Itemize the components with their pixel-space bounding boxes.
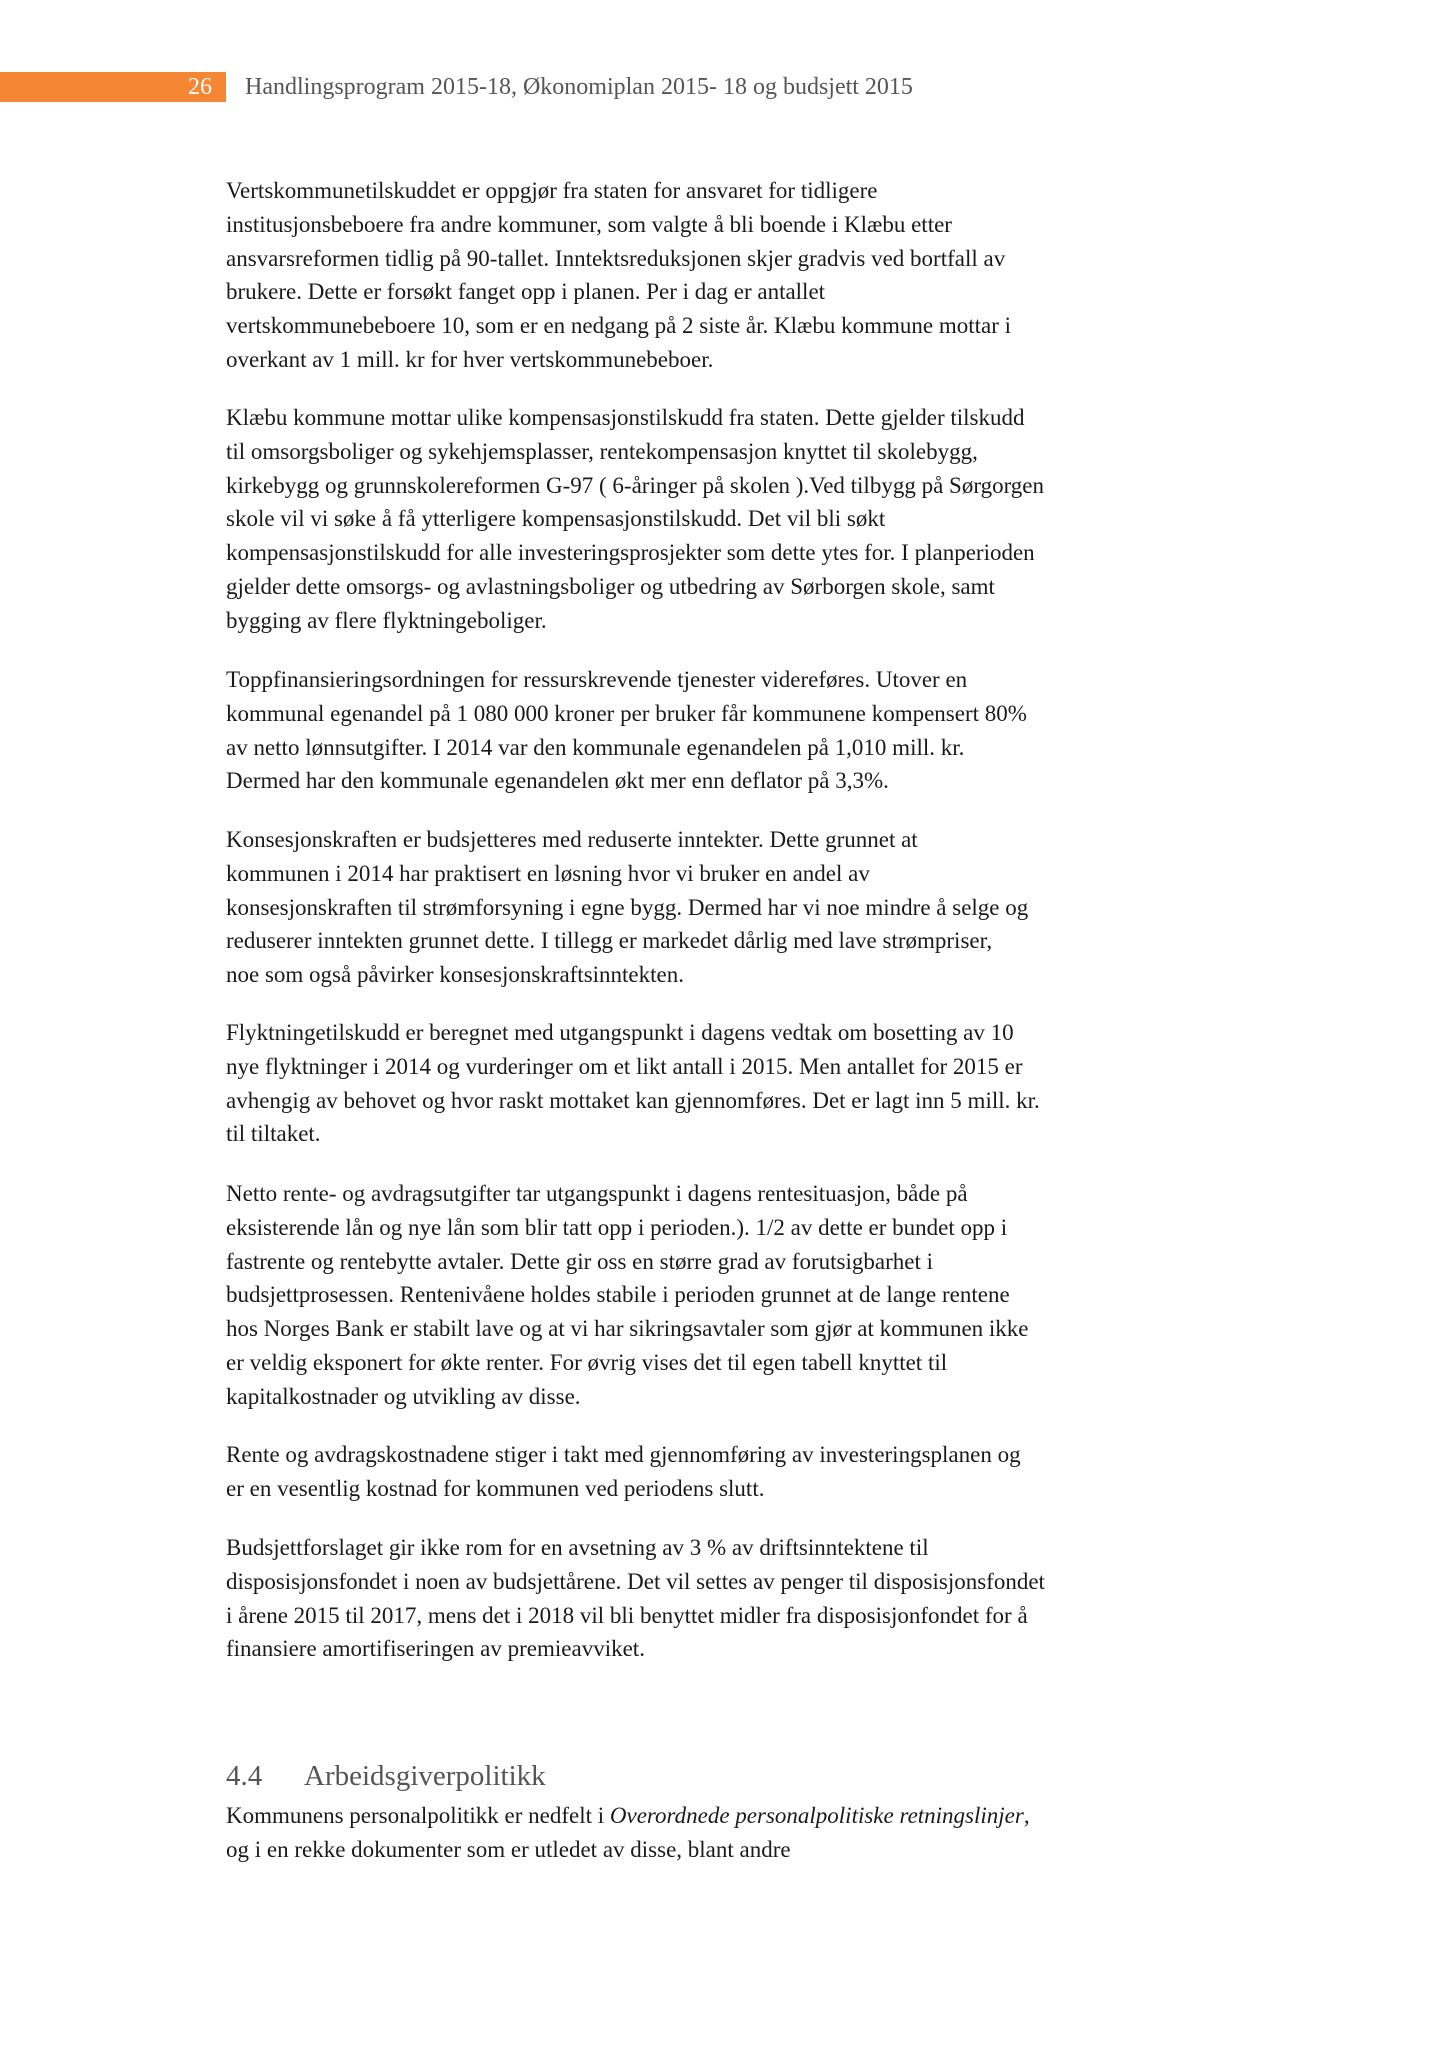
section-number: 4.4 bbox=[226, 1760, 263, 1792]
paragraph-line: reduserer inntekten grunnet dette. I tillegg er markedet dårlig med lave strømpriser, bbox=[226, 928, 993, 954]
paragraph bbox=[226, 1438, 1021, 1506]
running-header-title: Handlingsprogram 2015-18, Økonomiplan 2015- 18 og budsjett 2015 bbox=[245, 74, 913, 100]
paragraph-line: vertskommunebeboere 10, som er en nedgang på 2 siste år. Klæbu kommune mottar i bbox=[226, 313, 1012, 339]
document-title-italic: Overordnede personalpolitiske retningslinjer bbox=[609, 1803, 1024, 1828]
paragraph-line: overkant av 1 mill. kr for hver vertskommunebeboer. bbox=[226, 346, 714, 372]
paragraph bbox=[226, 174, 1011, 377]
paragraph-line: kapitalkostnader og utvikling av disse. bbox=[226, 1383, 581, 1409]
paragraph-line: i årene 2015 til 2017, mens det i 2018 vil bli benyttet midler fra disposisjonfondet for å bbox=[226, 1602, 1028, 1628]
paragraph-line: nye flyktninger i 2014 og vurderinger om et likt antall i 2015. Men antallet for 2015 er bbox=[226, 1053, 1023, 1079]
section-paragraph bbox=[226, 1799, 1030, 1867]
paragraph-line: er en vesentlig kostnad for kommunen ved periodens slutt. bbox=[226, 1475, 765, 1501]
page-number: 26 bbox=[188, 74, 212, 100]
paragraph-line: Konsesjonskraften er budsjetteres med reduserte inntekter. Dette grunnet at bbox=[226, 827, 918, 852]
paragraph-line: noe som også påvirker konsesjonskraftsinntekten. bbox=[226, 962, 684, 988]
paragraph-line: Vertskommunetilskuddet er oppgjør fra staten for ansvaret for tidligere bbox=[226, 178, 878, 203]
paragraph bbox=[226, 401, 1044, 638]
paragraph bbox=[226, 1177, 1029, 1414]
paragraph-line: skole vil vi søke å få ytterligere kompensasjonstilskudd. Det vil bli søkt bbox=[226, 506, 886, 532]
paragraph-line: kirkebygg og grunnskolereformen G-97 ( 6-åringer på skolen ).Ved tilbygg på Sørgorgen bbox=[226, 472, 1045, 498]
paragraph-line: er veldig eksponert for økte renter. For øvrig vises det til egen tabell knyttet til bbox=[226, 1349, 948, 1375]
paragraph-line: institusjonsbeboere fra andre kommuner, som valgte å bli boende i Klæbu etter bbox=[226, 211, 952, 237]
section-heading bbox=[226, 1760, 546, 1793]
paragraph-line: kommunen i 2014 har praktisert en løsning hvor vi bruker en andel av bbox=[226, 860, 870, 886]
paragraph-line: av netto lønnsutgifter. I 2014 var den kommunale egenandelen på 1,010 mill. kr. bbox=[226, 734, 965, 760]
paragraph-line: og i en rekke dokumenter som er utledet av disse, blant andre bbox=[226, 1836, 791, 1862]
paragraph-line: Klæbu kommune mottar ulike kompensasjonstilskudd fra staten. Dette gjelder tilskudd bbox=[226, 405, 1025, 430]
paragraph-line: Netto rente- og avdragsutgifter tar utgangspunkt i dagens rentesituasjon, både på bbox=[226, 1181, 968, 1206]
paragraph-line: Budsjettforslaget gir ikke rom for en avsetning av 3 % av driftsinntektene til bbox=[226, 1535, 929, 1560]
paragraph-line: budsjettprosessen. Rentenivåene holdes stabile i perioden grunnet at de lange rentene bbox=[226, 1282, 1010, 1308]
paragraph-line: konsesjonskraften til strømforsyning i egne bygg. Dermed har vi noe mindre å selge og bbox=[226, 894, 1029, 920]
paragraph-line: brukere. Dette er forsøkt fanget opp i planen. Per i dag er antallet bbox=[226, 279, 826, 305]
paragraph-line: hos Norges Bank er stabilt lave og at vi har sikringsavtaler som gjør at kommunen ikke bbox=[226, 1316, 1029, 1342]
paragraph bbox=[226, 823, 1028, 992]
text: , bbox=[1023, 1803, 1030, 1828]
paragraph-line: Rente og avdragskostnadene stiger i takt med gjennomføring av investeringsplanen og bbox=[226, 1442, 1021, 1467]
text: Kommunens personalpolitikk er nedfelt i bbox=[226, 1803, 610, 1828]
paragraph bbox=[226, 663, 1027, 798]
paragraph-line: til tiltaket. bbox=[226, 1121, 321, 1147]
page-number-tab bbox=[0, 72, 226, 102]
paragraph-line: finansiere amortifiseringen av premieavviket. bbox=[226, 1636, 645, 1662]
paragraph-line: avhengig av behovet og hvor raskt mottaket kan gjennomføres. Det er lagt inn 5 mill. kr. bbox=[226, 1087, 1040, 1113]
paragraph-line: Dermed har den kommunale egenandelen økt mer enn deflator på 3,3%. bbox=[226, 768, 889, 794]
paragraph-line: gjelder dette omsorgs- og avlastningsboliger og utbedring av Sørborgen skole, samt bbox=[226, 573, 995, 599]
paragraph-line: kommunal egenandel på 1 080 000 kroner per bruker får kommunene kompensert 80% bbox=[226, 700, 1027, 726]
paragraph-line: disposisjonsfondet i noen av budsjettårene. Det vil settes av penger til disposisjonsfondet bbox=[226, 1568, 1045, 1594]
paragraph-line: kompensasjonstilskudd for alle investeringsprosjekter som dette ytes for. I planperioden bbox=[226, 540, 1035, 566]
section-title: Arbeidsgiverpolitikk bbox=[304, 1760, 546, 1792]
paragraph bbox=[226, 1531, 1045, 1666]
paragraph-line: bygging av flere flyktningeboliger. bbox=[226, 607, 547, 633]
paragraph bbox=[226, 1016, 1040, 1151]
paragraph-line: Toppfinansieringsordningen for ressurskrevende tjenester videreføres. Utover en bbox=[226, 667, 968, 692]
paragraph-line: fastrente og rentebytte avtaler. Dette gir oss en større grad av forutsigbarhet i bbox=[226, 1248, 933, 1274]
paragraph-line: eksisterende lån og nye lån som blir tatt opp i perioden.). 1/2 av dette er bundet opp i bbox=[226, 1214, 1008, 1240]
paragraph-line bbox=[226, 1799, 1030, 1833]
paragraph-line: Flyktningetilskudd er beregnet med utgangspunkt i dagens vedtak om bosetting av 10 bbox=[226, 1020, 1014, 1045]
paragraph-line: til omsorgsboliger og sykehjemsplasser, rentekompensasjon knyttet til skolebygg, bbox=[226, 438, 978, 464]
paragraph-line: ansvarsreformen tidlig på 90-tallet. Inntektsreduksjonen skjer gradvis ved bortfall av bbox=[226, 245, 1006, 271]
